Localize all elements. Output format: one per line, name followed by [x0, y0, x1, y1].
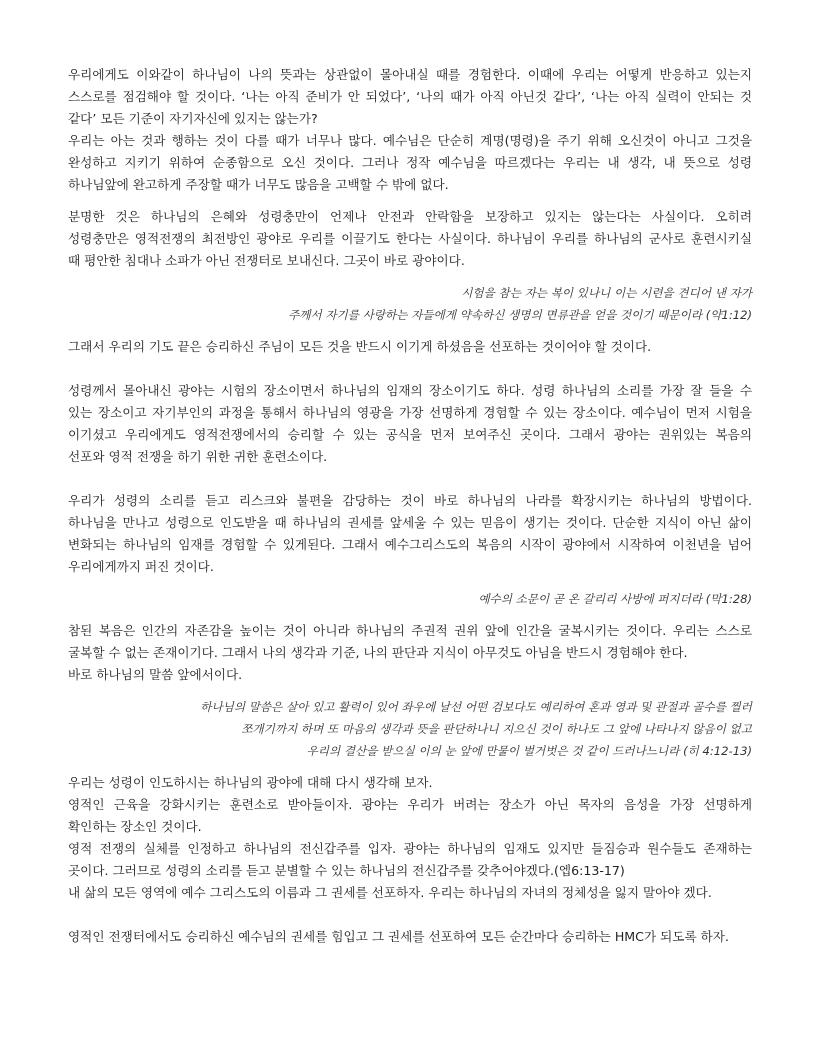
- text-line: 완성하고 지키기 위하여 순종함으로 오신 것이다. 그러나 정작 예수님을 따르겠다는 우리는 내 생각, 내 뜻으로 성령: [68, 155, 752, 170]
- paragraph-4: [68, 336, 752, 358]
- paragraph-3: [68, 206, 752, 272]
- scripture-quote-mark: [68, 588, 752, 610]
- text-line: 우리가 성령의 소리를 듣고 리스크와 불편을 감당하는 것이 바로 하나님의 나라를 확장시키는 하나님의 방법이다.: [68, 493, 752, 508]
- text-line: 참된 복음은 인간의 자존감을 높이는 것이 아니라 하나님의 주권적 권위 앞에 인간을 굴복시키는 것이다. 우리는 스스로: [68, 623, 752, 638]
- text-line: 때 평안한 침대나 소파가 아닌 전쟁터로 보내신다. 그곳이 바로 광야이다.: [68, 253, 465, 268]
- quote-line: 하나님의 말씀은 살아 있고 활력이 있어 좌우에 날선 어떤 검보다도 예리하여 혼과 영과 및 관절과 골수를 찔러: [200, 700, 752, 714]
- text-line: 바로 하나님의 말씀 앞에서이다.: [68, 667, 243, 682]
- text-line: 이기셨고 우리에게도 영적전쟁에서의 승리할 수 있는 공식을 먼저 보여주신 곳이다. 그래서 광야는 권위있는 복음의: [68, 427, 752, 442]
- text-line: 같다’ 모든 기준이 자기자신에 있지는 않는가?: [68, 111, 318, 126]
- text-line: 곳이다. 그러므로 성령의 소리를 듣고 분별할 수 있는 하나님의 전신갑주를 갖추어야겠다.(엡6:13-17): [68, 863, 625, 878]
- paragraph-1: [68, 64, 752, 130]
- text-line: 성령께서 몰아내신 광야는 시험의 장소이면서 하나님의 임재의 장소이기도 하다. 성령 하나님의 소리를 가장 잘 들을 수: [68, 383, 752, 398]
- text-line: 영적 전쟁의 실체를 인정하고 하나님의 전신갑주를 입자. 광야는 하나님의 임재도 있지만 들짐승과 원수들도 존재하는: [68, 841, 752, 856]
- document-page: [68, 64, 752, 948]
- text-line: 스스로를 점검해야 할 것이다. ‘나는 아직 준비가 안 되었다’, ‘나의 때가 아직 아닌것 같다’, ‘나는 아직 실력이 안되는 것: [68, 89, 752, 104]
- text-line: 굴복할 수 없는 존재이기다. 그래서 나의 생각과 기준, 나의 판단과 지식이 아무것도 아님을 반드시 경험해야 한다.: [68, 645, 688, 660]
- text-line: 있는 장소이고 자기부인의 과정을 통해서 하나님의 영광을 가장 선명하게 경험할 수 있는 장소이다. 예수님이 먼저 시험을: [68, 405, 752, 420]
- scripture-quote-hebrews: [68, 696, 752, 762]
- quote-line: 예수의 소문이 곧 온 갈리리 사방에 퍼지더라 (막1:28): [478, 592, 752, 606]
- quote-line: 시험을 참는 자는 복이 있나니 이는 시련을 견디어 낸 자가: [461, 286, 752, 300]
- text-line: 우리는 아는 것과 행하는 것이 다를 때가 너무나 많다. 예수님은 단순히 계명(명령)을 주기 위해 오신것이 아니고 그것을: [68, 133, 752, 148]
- text-line: 변화되는 하나님의 임재를 경험할 수 있게된다. 그래서 예수그리스도의 복음의 시작이 광야에서 시작하여 이천년을 넘어: [68, 537, 752, 552]
- quote-line: 우리의 결산을 받으실 이의 눈 앞에 만물이 벌거벗은 것 같이 드러나느니라 (히 4:12-13): [306, 744, 752, 758]
- scripture-quote-james: [68, 282, 752, 326]
- paragraph-7: [68, 620, 752, 686]
- paragraph-2: [68, 130, 752, 196]
- paragraph-9: [68, 926, 752, 948]
- text-line: 확인하는 장소인 것이다.: [68, 819, 202, 834]
- quote-line: 주께서 자기를 사랑하는 자들에게 약속하신 생명의 면류관을 얻을 것이기 때문이라 (약1:12): [288, 308, 752, 322]
- text-line: 우리는 성령이 인도하시는 하나님의 광야에 대해 다시 생각해 보자.: [68, 775, 433, 790]
- text-line: 그래서 우리의 기도 끝은 승리하신 주님이 모든 것을 반드시 이기게 하셨음을 선포하는 것이어야 할 것이다.: [68, 339, 652, 354]
- text-line: 분명한 것은 하나님의 은혜와 성령충만이 언제나 안전과 안락함을 보장하고 있지는 않는다는 사실이다. 오히려: [68, 209, 752, 224]
- text-line: 선포와 영적 전쟁을 하기 위한 귀한 훈련소이다.: [68, 449, 328, 464]
- text-line: 내 삶의 모든 영역에 예수 그리스도의 이름과 그 권세를 선포하자. 우리는 하나님의 자녀의 정체성을 잃지 말아야 겠다.: [68, 885, 712, 900]
- text-line: 우리에게도 이와같이 하나님이 나의 뜻과는 상관없이 몰아내실 때를 경험한다. 이때에 우리는 어떻게 반응하고 있는지: [68, 67, 752, 82]
- text-line: 영적인 전쟁터에서도 승리하신 예수님의 권세를 힘입고 그 권세를 선포하여 모든 순간마다 승리하는 HMC가 되도록 하자.: [68, 929, 729, 944]
- text-line: 영적인 근육을 강화시키는 훈련소로 받아들이자. 광야는 우리가 버려는 장소가 아닌 목자의 음성을 가장 선명하게: [68, 797, 752, 812]
- paragraph-8: [68, 772, 752, 904]
- text-line: 우리에게까지 퍼진 것이다.: [68, 559, 214, 574]
- text-line: 하나님앞에 완고하게 주장할 때가 너무도 많음을 고백할 수 밖에 없다.: [68, 177, 449, 192]
- quote-line: 쪼개기까지 하며 또 마음의 생각과 뜻을 판단하나니 지으신 것이 하나도 그 앞에 나타나지 않음이 없고: [241, 722, 752, 736]
- text-line: 하나님을 만나고 성령으로 인도받을 때 하나님의 권세를 앞세울 수 있는 믿음이 생기는 것이다. 단순한 지식이 아닌 삶이: [68, 515, 752, 530]
- text-line: 성령충만은 영적전쟁의 최전방인 광야로 우리를 이끌기도 한다는 사실이다. 하나님이 우리를 하나님의 군사로 훈련시키실: [68, 231, 752, 246]
- paragraph-6: [68, 490, 752, 578]
- paragraph-5: [68, 380, 752, 468]
